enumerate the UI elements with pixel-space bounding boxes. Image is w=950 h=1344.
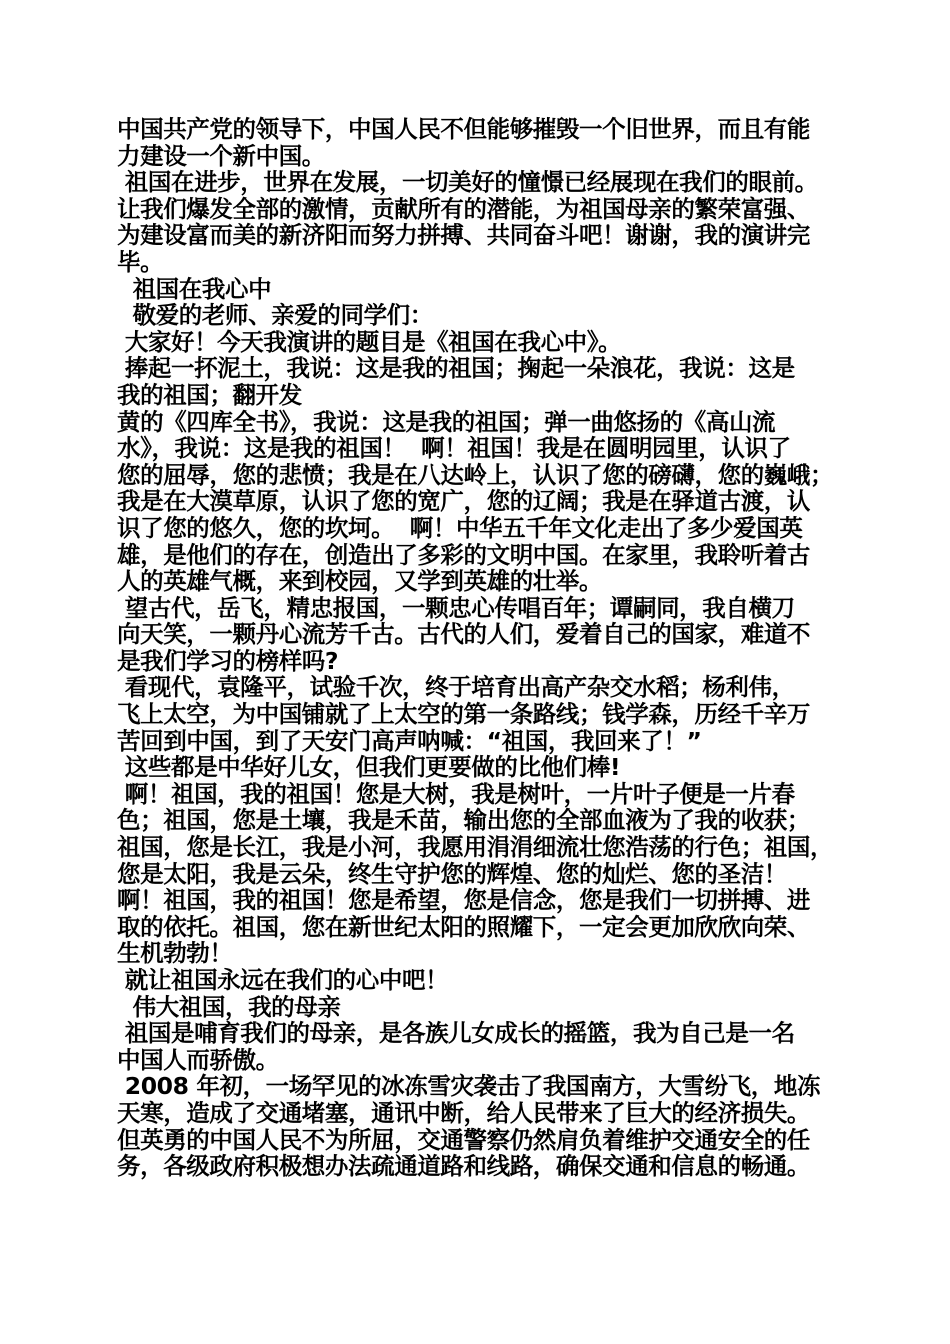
text-line: 祖国在进步，世界在发展，一切美好的憧憬已经展现在我们的眼前。	[117, 168, 818, 197]
text-line: 取的依托。祖国，您在新世纪太阳的照耀下，一定会更加欣欣向荣、	[117, 912, 810, 941]
text-line: 毕。	[117, 247, 164, 276]
text-line: 力建设一个新中国。	[117, 141, 325, 170]
text-line: 黄的《四库全书》，我说：这是我的祖国；弹一曲悠扬的《高山流	[117, 407, 776, 436]
text-line: 是我们学习的榜样吗?	[117, 646, 339, 675]
text-line: 但英勇的中国人民不为所屈，交通警察仍然肩负着维护交通安全的任	[117, 1125, 810, 1154]
text-line: 啊！祖国，我的祖国！您是希望，您是信念，您是我们一切拼搏、进	[117, 886, 810, 915]
text-line: 为建设富而美的新济阳而努力拼搏、共同奋斗吧！谢谢，我的演讲完	[117, 221, 810, 250]
text-line: 祖国，您是长江，我是小河，我愿用涓涓细流壮您浩荡的行色；祖国，	[117, 833, 834, 862]
text-line: 水》，我说：这是我的祖国！ 啊！祖国！我是在圆明园里，认识了	[117, 434, 791, 463]
text-line: 看现代，袁隆平，试验千次，终于培育出高产杂交水稻；杨利伟，	[117, 673, 795, 702]
text-line: 2008 年初，一场罕见的冰冻雪灾袭击了我国南方，大雪纷飞，地冻	[117, 1072, 821, 1101]
text-line: 人的英雄气概，来到校园，又学到英雄的壮举。	[117, 567, 603, 596]
text-line: 祖国是哺育我们的母亲，是各族儿女成长的摇篮，我为自己是一名	[117, 1019, 795, 1048]
text-line: 天寒，造成了交通堵塞，通讯中断，给人民带来了巨大的经济损失。	[117, 1098, 810, 1127]
text-line: 大家好！今天我演讲的题目是《祖国在我心中》。	[117, 327, 622, 356]
section-title: 伟大祖国，我的母亲	[117, 992, 341, 1021]
text-line: 让我们爆发全部的激情，贡献所有的潜能，为祖国母亲的繁荣富强、	[117, 194, 810, 223]
text-line: 生机勃勃！	[117, 939, 233, 968]
text-line: 就让祖国永远在我们的心中吧！	[117, 966, 449, 994]
text-line: 苦回到中国，到了天安门高声呐喊：“祖国，我回来了！”	[117, 726, 702, 755]
text-line: 色；祖国，您是土壤，我是禾苗，输出您的全部血液为了我的收获；	[117, 806, 810, 835]
salutation: 敬爱的老师、亲爱的同学们：	[117, 301, 433, 330]
text-line: 这些都是中华好儿女，但我们更要做的比他们棒!	[117, 753, 621, 782]
section-title: 祖国在我心中	[117, 274, 272, 303]
text-line: 飞上太空，为中国铺就了上太空的第一条路线；钱学森，历经千辛万	[117, 700, 810, 729]
document-body	[117, 116, 857, 1180]
text-line: 识了您的悠久，您的坎坷。 啊！中华五千年文化走出了多少爱国英	[117, 513, 803, 542]
text-line: 望古代，岳飞，精忠报国，一颗忠心传唱百年；谭嗣同，我自横刀	[117, 593, 795, 622]
text-line: 您是太阳，我是云朵，终生守护您的辉煌、您的灿烂、您的圣洁！	[117, 859, 787, 888]
text-line: 雄，是他们的存在，创造出了多彩的文明中国。在家里，我聆听着古	[117, 540, 810, 569]
text-line: 中国共产党的领导下，中国人民不但能够摧毁一个旧世界，而且有能	[117, 115, 810, 143]
text-line: 捧起一抔泥土，我说：这是我的祖国；掬起一朵浪花，我说：这是	[117, 354, 795, 383]
text-line: 向天笑，一颗丹心流芳千古。古代的人们，爱着自己的国家，难道不	[117, 620, 810, 649]
text-line: 我是在大漠草原，认识了您的宽广，您的辽阔；我是在驿道古渡，认	[117, 487, 810, 516]
text-line: 啊！祖国，我的祖国！您是大树，我是树叶，一片叶子便是一片春	[117, 779, 795, 808]
text-line: 务，各级政府积极想办法疏通道路和线路，确保交通和信息的畅通。	[117, 1152, 810, 1181]
text-line: 我的祖国；翻开发	[117, 380, 302, 409]
text-line: 您的屈辱，您的悲愤；我是在八达岭上，认识了您的磅礴，您的巍峨；	[117, 460, 834, 489]
text-line: 中国人而骄傲。	[117, 1045, 279, 1074]
